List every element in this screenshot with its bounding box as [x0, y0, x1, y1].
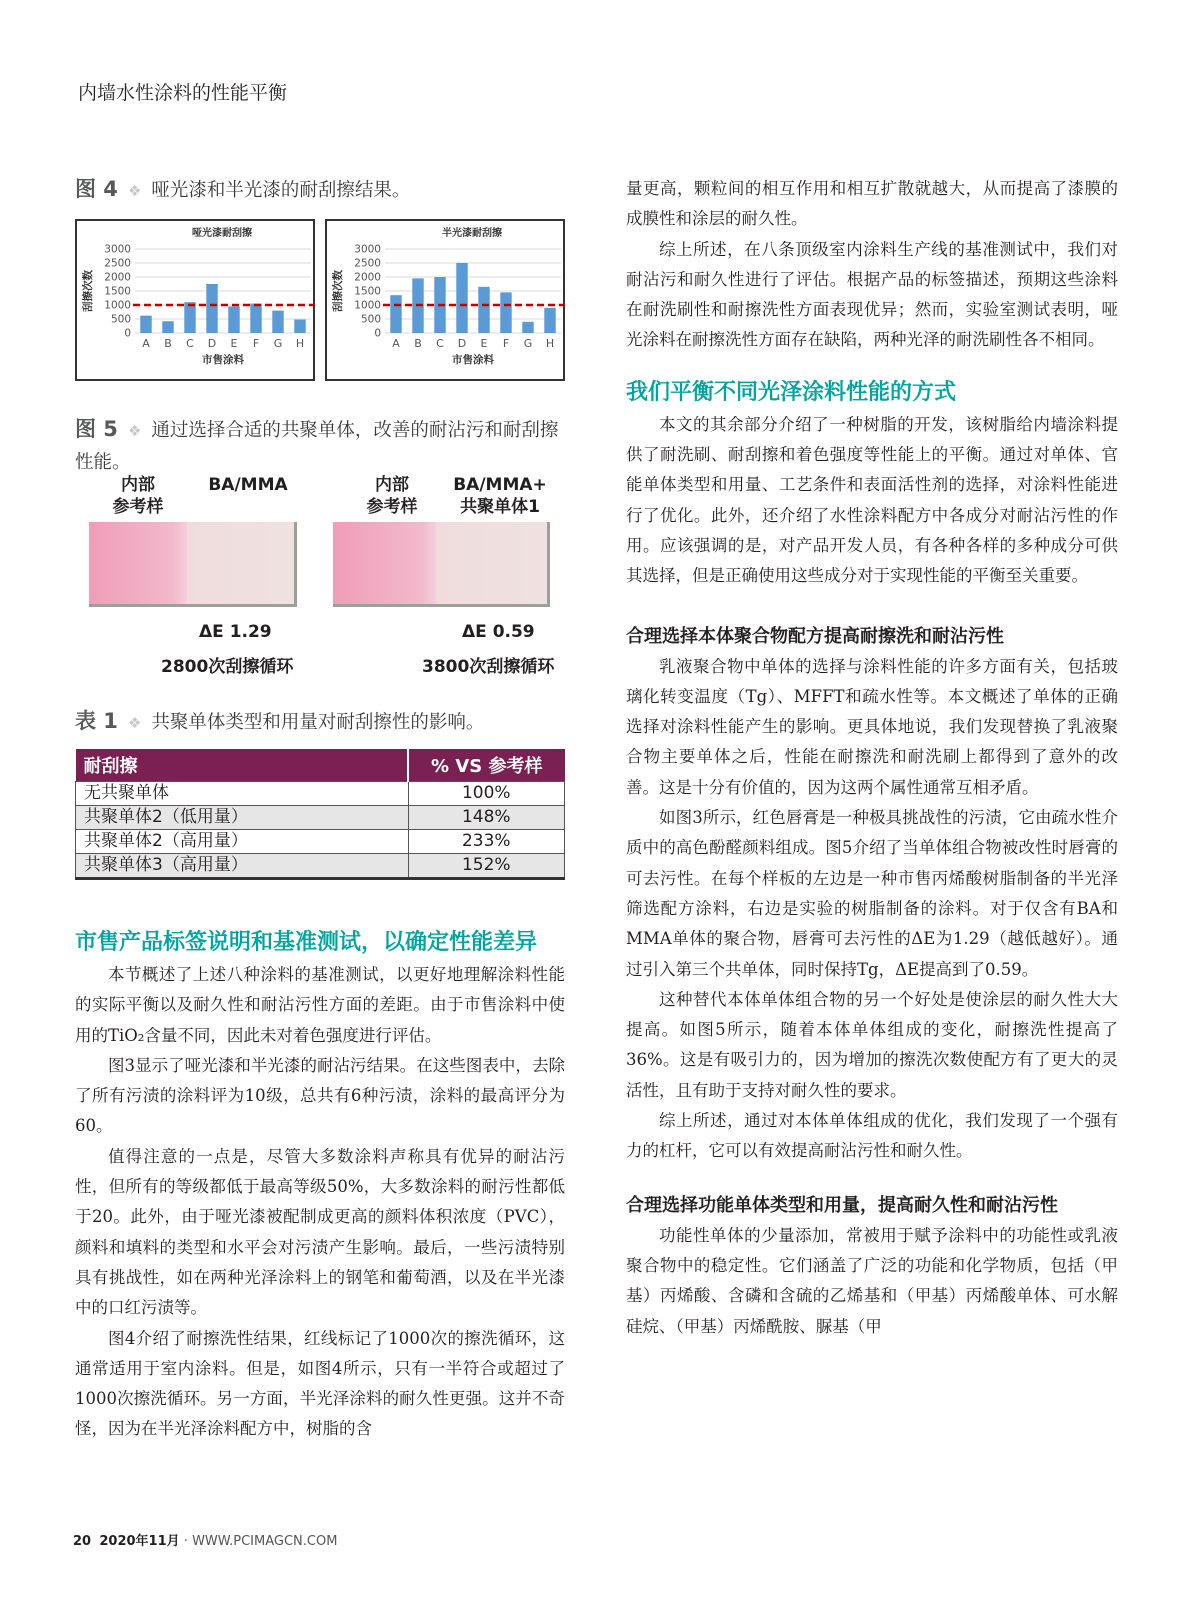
bar	[544, 308, 555, 333]
y-tick-label: 500	[110, 313, 131, 326]
bar	[294, 320, 305, 333]
table1	[75, 749, 565, 880]
paragraph: 本节概述了上述八种涂料的基准测试，以更好地理解涂料性能的实际平衡以及耐久性和耐沾污性方面的差距。由于市售涂料中使用的TiO₂含量不同，因此未对着色强度进行评估。	[75, 965, 565, 1045]
y-tick-label: 2500	[104, 257, 131, 270]
x-tick-label: B	[164, 337, 172, 350]
paragraph: 量更高，颗粒间的相互作用和相互扩散就越大，从而提高了漆膜的成膜性和涂层的耐久性。	[626, 179, 1118, 229]
table-header-row	[76, 749, 565, 782]
footer-url: WWW.PCIMAGCN.COM	[192, 1534, 338, 1549]
figure4-label: 图 4	[75, 177, 118, 201]
bar	[522, 322, 533, 333]
chart-semigloss-svg	[327, 221, 572, 379]
paragraph: 图3显示了哑光漆和半光漆的耐沾污结果。在这些图表中，去除了所有污渍的涂料评为10级，总共有6种污渍，涂料的最高评分为60。	[75, 1055, 565, 1136]
x-tick-label: F	[252, 337, 260, 350]
figure4-charts	[75, 219, 565, 381]
y-tick-label: 0	[124, 327, 131, 340]
paragraph: 这种替代本体单体组合物的另一个好处是使涂层的耐久性大大提高。如图5所示，随着本体单体组成的变化，耐擦洗性提高了36%。这是有吸引力的，因为增加的擦洗次数使配方有了更大的灵活性，且有助于支持对耐久性的要求。	[626, 989, 1118, 1100]
left-column	[75, 174, 565, 1439]
y-tick-label: 1000	[354, 299, 381, 312]
table-cell: 152%	[408, 854, 564, 879]
x-axis-label: 市售涂料	[202, 354, 244, 366]
running-header: 内墙水性涂料的性能平衡	[78, 82, 288, 104]
x-tick-label: E	[480, 337, 488, 350]
table-cell: 共聚单体3（高用量）	[76, 854, 409, 879]
table-row	[76, 782, 565, 806]
left-delta-e: ΔE 1.29	[199, 622, 272, 642]
x-tick-label: A	[392, 337, 400, 350]
table-header-cell: % VS 参考样	[408, 749, 564, 782]
section-heading: 市售产品标签说明和基准测试，以确定性能差异	[75, 930, 538, 955]
x-tick-label: C	[186, 337, 194, 350]
right-ref-label: 内部 参考样	[366, 475, 418, 517]
y-axis-label: 刮擦次数	[332, 270, 344, 312]
footer-separator: ·	[183, 1534, 188, 1549]
table-cell: 无共聚单体	[76, 782, 409, 806]
bar	[456, 263, 467, 333]
left-swatch-panel	[89, 522, 297, 607]
y-tick-label: 0	[374, 327, 381, 340]
y-tick-label: 1500	[354, 285, 381, 298]
table1-block	[75, 706, 565, 880]
paragraph: 图4介绍了耐擦洗性结果，红线标记了1000次的擦洗循环，这通常适用于室内涂料。但是，如图4所示，只有一半符合或超过了1000次擦洗循环。另一方面，半光泽涂料的耐久性更强。这并不奇怪，因为在半光泽涂料配方中，树脂的含	[75, 1328, 565, 1439]
y-tick-label: 1500	[104, 285, 131, 298]
table-row	[76, 806, 565, 830]
bar	[206, 284, 217, 333]
page-footer	[73, 1530, 337, 1549]
y-tick-label: 1000	[104, 299, 131, 312]
figure5-caption-text: 通过选择合适的共聚单体，改善的耐沾污和耐刮擦性能。	[75, 420, 559, 473]
y-tick-label: 2500	[354, 257, 381, 270]
chart-matte-svg	[77, 221, 322, 379]
paragraph: 功能性单体的少量添加，常被用于赋予涂料中的功能性或乳液聚合物中的稳定性。它们涵盖了广泛的功能和化学物质，包括（甲基）丙烯酸、含磷和含硫的乙烯基和（甲基）丙烯酸单体、可水解硅烷、（甲基）丙烯酰胺、脲基（甲	[626, 1225, 1118, 1336]
bar	[478, 287, 489, 333]
x-tick-label: A	[142, 337, 150, 350]
bar	[184, 302, 195, 333]
y-axis-label: 刮擦次数	[82, 270, 94, 312]
table1-label: 表 1	[75, 709, 118, 733]
table-cell: 233%	[408, 830, 564, 854]
chart-title: 半光漆耐刮擦	[442, 228, 502, 239]
paragraph: 综上所述，通过对本体单体组成的优化，我们发现了一个强有力的杠杆，它可以有效提高耐沾污性和耐久性。	[626, 1111, 1118, 1161]
left-cycles: 2800次刮擦循环	[161, 657, 294, 677]
footer-date: 2020年11月	[99, 1534, 180, 1549]
bar	[390, 295, 401, 333]
table-cell: 共聚单体2（低用量）	[76, 806, 409, 830]
paragraph: 综上所述，在八条顶级室内涂料生产线的基准测试中，我们对耐沾污和耐久性进行了评估。根据产品的标签描述，预期这些涂料在耐洗刷性和耐擦洗性方面表现优异；然而，实验室测试表明，哑光涂料在耐擦洗性方面存在缺陷，两种光泽的耐洗刷性各不相同。	[626, 239, 1118, 350]
table-row	[76, 830, 565, 854]
x-tick-label: G	[523, 337, 533, 350]
x-tick-label: H	[295, 337, 305, 350]
bar	[250, 304, 261, 333]
subheading: 合理选择功能单体类型和用量，提高耐久性和耐沾污性	[626, 1194, 1058, 1216]
x-tick-label: D	[207, 337, 217, 350]
paragraph: 乳液聚合物中单体的选择与涂料性能的许多方面有关，包括玻璃化转变温度（Tg）、MFFT和疏水性等。本文概述了单体的正确选择对涂料性能产生的影响。更具体地说，我们发现替换了乳液聚合物主要单体之后，性能在耐擦洗和耐洗刷上都得到了意外的改善。这是十分有价值的，因为这两个属性通常互相矛盾。	[626, 656, 1118, 797]
section-heading: 我们平衡不同光泽涂料性能的方式	[626, 379, 957, 405]
left-section	[75, 926, 565, 1445]
chart-matte	[75, 219, 315, 381]
table-cell: 共聚单体2（高用量）	[76, 830, 409, 854]
diamond-icon: ❖	[127, 182, 142, 200]
y-tick-label: 3000	[104, 243, 131, 256]
x-tick-label: F	[502, 337, 510, 350]
x-tick-label: G	[273, 337, 283, 350]
y-tick-label: 3000	[354, 243, 381, 256]
right-swatch-panel	[333, 522, 550, 607]
x-tick-label: H	[545, 337, 555, 350]
x-tick-label: C	[436, 337, 444, 350]
bar	[228, 306, 239, 333]
table1-caption	[75, 706, 565, 739]
figure5-swatches	[75, 474, 565, 684]
diamond-icon: ❖	[127, 714, 142, 732]
page-number: 20	[73, 1534, 92, 1549]
right-delta-e: ΔE 0.59	[462, 622, 535, 642]
x-tick-label: D	[457, 337, 467, 350]
left-ref-label: 内部 参考样	[112, 475, 164, 517]
y-tick-label: 500	[360, 313, 381, 326]
chart-title: 哑光漆耐刮擦	[192, 228, 252, 239]
figure5-label: 图 5	[75, 417, 118, 441]
figure4-caption-text: 哑光漆和半光漆的耐刮擦结果。	[151, 180, 411, 201]
y-tick-label: 2000	[354, 271, 381, 284]
subheading: 合理选择本体聚合物配方提高耐擦洗和耐沾污性	[626, 625, 1004, 647]
table-row	[76, 854, 565, 879]
table1-caption-text: 共聚单体类型和用量对耐刮擦性的影响。	[151, 712, 485, 733]
paragraph: 本文的其余部分介绍了一种树脂的开发，该树脂给内墙涂料提供了耐洗刷、耐刮擦和着色强度等性能上的平衡。通过对单体、官能单体类型和用量、工艺条件和表面活性剂的选择，对涂料性能进行了优化。此外，还介绍了水性涂料配方中各成分对耐沾污性的作用。应该强调的是，对产品开发人员，有各种各样的多种成分可供其选择，但是正确使用这些成分对于实现性能的平衡至关重要。	[626, 414, 1118, 586]
bar	[162, 321, 173, 333]
bar	[500, 292, 511, 333]
y-tick-label: 2000	[104, 271, 131, 284]
paragraph: 值得注意的一点是，尽管大多数涂料声称具有优异的耐沾污性，但所有的等级都低于最高等级50%，大多数涂料的耐污性都低于20。此外，由于哑光漆被配制成更高的颜料体积浓度（PVC），颜料和填料的类型和水平会对污渍产生影响。最后，一些污渍特别具有挑战性，如在两种光泽涂料上的钢笔和葡萄酒，以及在半光漆中的口红污渍等。	[75, 1146, 565, 1318]
left-sample-label: BA/MMA	[208, 475, 288, 495]
right-column	[626, 174, 1118, 1342]
x-tick-label: B	[414, 337, 422, 350]
right-cycles: 3800次刮擦循环	[422, 657, 555, 677]
table-header-cell: 耐刮擦	[76, 749, 409, 782]
table-cell: 148%	[408, 806, 564, 830]
x-tick-label: E	[230, 337, 238, 350]
chart-semigloss	[325, 219, 565, 381]
paragraph: 如图3所示，红色唇膏是一种极具挑战性的污渍，它由疏水性介质中的高色酚醛颜料组成。图5介绍了当单体组合物被改性时唇膏的可去污性。在每个样板的左边是一种市售丙烯酸树脂制备的半光泽筛选配方涂料，右边是实验的树脂制备的涂料。对于仅含有BA和MMA单体的聚合物，唇膏可去污性的ΔE为1.29（越低越好）。通过引入第三个共单体，同时保持Tg，ΔE提高到了0.59。	[626, 808, 1118, 979]
diamond-icon: ❖	[127, 422, 142, 440]
bar	[140, 316, 151, 333]
x-axis-label: 市售涂料	[452, 354, 494, 366]
figure5-caption	[75, 414, 565, 478]
table-cell: 100%	[408, 782, 564, 806]
figure4-caption	[75, 174, 565, 207]
right-sample-label: BA/MMA+ 共聚单体1	[453, 475, 547, 517]
bar	[272, 311, 283, 333]
